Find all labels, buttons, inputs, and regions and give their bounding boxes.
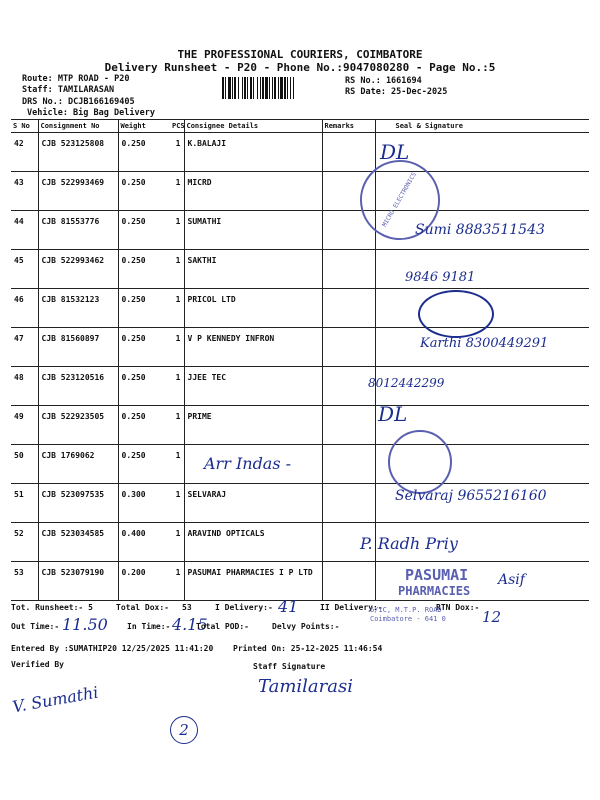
cell-sno — [11, 211, 38, 250]
cell-pcs-text: 1 — [175, 529, 181, 538]
table-row — [11, 250, 589, 289]
cell-sno — [11, 523, 38, 562]
cell-consignment-text: CJB 81553776 — [41, 217, 100, 226]
cell-consignee-text — [188, 445, 319, 451]
col-pcs: PCS — [170, 120, 184, 133]
drs-number: DRS No.: DCJB166169405 — [22, 97, 135, 107]
runsheet-subtitle: Delivery Runsheet - P20 - Phone No.:9047080280 - Page No.:5 — [104, 61, 496, 74]
cell-consignment — [38, 406, 118, 445]
table-row — [11, 367, 589, 406]
cell-pcs-text: 1 — [175, 295, 181, 304]
cell-pcs-text: 1 — [175, 412, 181, 421]
pasumai-stamp-bottom: PHARMACIES — [398, 584, 471, 598]
cell-weight-text: 0.200 — [121, 568, 146, 577]
col-sno: S No — [11, 120, 38, 133]
cell-remarks — [322, 289, 375, 328]
in-time-value: 4.15 — [172, 615, 208, 634]
cell-sno-text: 52 — [14, 529, 24, 538]
i-delivery-value: 41 — [278, 597, 299, 616]
cell-sno — [11, 328, 38, 367]
cell-pcs-text: 1 — [175, 217, 181, 226]
cell-pcs-text: 1 — [175, 373, 181, 382]
cell-consignee — [184, 289, 322, 328]
cell-sno — [11, 406, 38, 445]
sign-row-47: Karthi 8300449291 — [420, 336, 549, 351]
verified-signature: V. Sumathi — [11, 682, 100, 717]
cell-weight — [118, 250, 170, 289]
table-row — [11, 172, 589, 211]
cell-consignment-text: CJB 523034585 — [41, 529, 105, 538]
in-time-label: In Time:- — [127, 622, 171, 631]
cell-pcs-text: 1 — [175, 256, 181, 265]
table-header — [11, 120, 589, 133]
cell-weight — [118, 367, 170, 406]
cell-sno-text: 43 — [14, 178, 24, 187]
runsheet-table — [11, 119, 589, 601]
table-row — [11, 523, 589, 562]
cell-consignment-text: CJB 81532123 — [41, 295, 100, 304]
cell-weight-text: 0.250 — [121, 256, 146, 265]
cell-consignee-text: JJEE TEC — [187, 373, 227, 382]
cell-weight-text: 0.250 — [121, 178, 146, 187]
cell-consignee — [184, 484, 322, 523]
cell-weight-text: 0.250 — [121, 295, 146, 304]
cell-consignment-text: CJB 523120516 — [41, 373, 105, 382]
cell-remarks — [322, 406, 375, 445]
cell-sno — [11, 250, 38, 289]
cell-consignee — [184, 562, 322, 601]
cell-weight — [118, 562, 170, 601]
route: Route: MTP ROAD - P20 — [22, 74, 130, 84]
cell-consignee — [184, 406, 322, 445]
cell-consignee — [184, 367, 322, 406]
staff: Staff: TAMILARASAN — [22, 85, 115, 95]
cell-weight — [118, 484, 170, 523]
entered-by: Entered By :SUMATHIP20 12/25/2025 11:41:20 — [11, 644, 214, 653]
rtn-dox-value: 12 — [482, 608, 502, 626]
cell-remarks — [322, 484, 375, 523]
cell-consignee — [184, 250, 322, 289]
cell-consignment-text: CJB 1769062 — [41, 451, 95, 460]
cell-pcs-text: 1 — [175, 334, 181, 343]
table-row — [11, 406, 589, 445]
cell-pcs-text: 1 — [175, 178, 181, 187]
cell-consignment — [38, 562, 118, 601]
cell-consignment — [38, 289, 118, 328]
sign-row-49: DL — [378, 402, 408, 426]
cell-consignment — [38, 367, 118, 406]
cell-consignee-text: ARAVIND OPTICALS — [187, 529, 265, 538]
table-row — [11, 133, 589, 172]
cell-pcs-text: 1 — [175, 139, 181, 148]
cell-consignment — [38, 133, 118, 172]
cell-weight-text: 0.250 — [121, 412, 146, 421]
i-delivery-label: I Delivery:- — [215, 603, 273, 612]
staff-signature-label: Staff Signature — [253, 662, 326, 671]
cell-remarks — [322, 328, 375, 367]
cell-consignment-text: CJB 523097535 — [41, 490, 105, 499]
page-mark: 2 — [170, 716, 198, 744]
cell-sno-text: 49 — [14, 412, 24, 421]
company-title: THE PROFESSIONAL COURIERS, COIMBATORE — [177, 48, 423, 61]
cell-consignee — [184, 328, 322, 367]
cell-sno-text: 44 — [14, 217, 24, 226]
barcode-bar — [294, 77, 295, 99]
cell-pcs — [170, 250, 184, 289]
cell-consignee-text: V P KENNEDY INFRON — [187, 334, 275, 343]
total-dox-label: Total Dox:- — [116, 603, 169, 612]
sign-row-46: 9846 9181 — [405, 270, 476, 285]
cell-consignment-text: CJB 81560897 — [41, 334, 100, 343]
cell-pcs-text: 1 — [175, 451, 181, 460]
micro-stamp: MICRO ELECTRONICS — [345, 145, 454, 254]
cell-consignment — [38, 484, 118, 523]
cell-pcs — [170, 172, 184, 211]
cell-consignee — [184, 211, 322, 250]
delvy-points-label: Delvy Points:- — [272, 622, 340, 631]
cell-sno — [11, 289, 38, 328]
table-row — [11, 445, 589, 484]
rtn-dox-label: RTN Dox:- — [436, 603, 480, 612]
cell-consignment — [38, 523, 118, 562]
rs-date: RS Date: 25-Dec-2025 — [345, 87, 448, 97]
cell-sno — [11, 445, 38, 484]
cell-consignee — [184, 133, 322, 172]
cell-consignment-text: CJB 522993469 — [41, 178, 105, 187]
cell-pcs — [170, 133, 184, 172]
sign-row-51: Selvaraj 9655216160 — [395, 488, 547, 504]
cell-consignee — [184, 172, 322, 211]
cell-weight — [118, 289, 170, 328]
cell-consignment-text: CJB 522993462 — [41, 256, 105, 265]
cell-sno-text: 51 — [14, 490, 24, 499]
cell-sno — [11, 367, 38, 406]
sign-scribble-46 — [418, 290, 494, 338]
cell-sno — [11, 562, 38, 601]
total-pod-label: Total POD:- — [196, 622, 249, 631]
cell-consignee-text: K.BALAJI — [187, 139, 227, 148]
cell-weight-text: 0.300 — [121, 490, 146, 499]
cell-sno — [11, 172, 38, 211]
cell-consignment-text: CJB 523125808 — [41, 139, 105, 148]
cell-pcs — [170, 484, 184, 523]
cell-consignee — [184, 523, 322, 562]
cell-pcs — [170, 562, 184, 601]
cell-sno-text: 48 — [14, 373, 24, 382]
rs-number: RS No.: 1661694 — [345, 76, 422, 86]
cell-pcs — [170, 328, 184, 367]
cell-pcs — [170, 445, 184, 484]
cell-remarks — [322, 445, 375, 484]
cell-remarks — [322, 133, 375, 172]
cell-weight-text: 0.250 — [121, 139, 146, 148]
cell-pcs-text: 1 — [175, 490, 181, 499]
cell-consignment-text: CJB 522923505 — [41, 412, 105, 421]
cell-sno-text: 53 — [14, 568, 24, 577]
cell-consignee-text: PASUMAI PHARMACIES I P LTD — [187, 568, 313, 577]
pasumai-stamp-address: 6/1C, M.T.P. ROAD — [370, 606, 442, 614]
sign-row-42: DL — [380, 140, 410, 164]
cell-sno — [11, 133, 38, 172]
cell-weight-text: 0.250 — [121, 217, 146, 226]
cell-consignment — [38, 250, 118, 289]
cell-consignee-text: SAKTHI — [187, 256, 217, 265]
staff-signature: Tamilarasi — [258, 676, 353, 697]
cell-remarks — [322, 562, 375, 601]
cell-consignment — [38, 328, 118, 367]
cell-consignment — [38, 172, 118, 211]
cell-weight — [118, 406, 170, 445]
cell-consignment-text: CJB 523079190 — [41, 568, 105, 577]
cell-sno-text: 47 — [14, 334, 24, 343]
cell-consignee-text: SUMATHI — [187, 217, 222, 226]
col-weight: Weight — [118, 120, 170, 133]
cell-pcs — [170, 523, 184, 562]
cell-weight-text: 0.250 — [121, 451, 146, 460]
printed-on: Printed On: 25-12-2025 11:46:54 — [233, 644, 383, 653]
sign-row-52: P. Radh Priy — [360, 534, 458, 553]
pasumai-stamp-city: Coimbatore - 641 0 — [370, 615, 446, 623]
cell-weight-text: 0.400 — [121, 529, 146, 538]
pasumai-stamp-top: PASUMAI — [405, 566, 469, 584]
table-row — [11, 289, 589, 328]
out-time-value: 11.50 — [62, 615, 108, 634]
col-remarks: Remarks — [322, 120, 375, 133]
cell-pcs — [170, 211, 184, 250]
cell-pcs-text: 1 — [175, 568, 181, 577]
cell-pcs — [170, 289, 184, 328]
out-time-label: Out Time:- — [11, 622, 60, 631]
verified-by-label: Verified By — [11, 660, 64, 669]
cell-weight — [118, 172, 170, 211]
col-seal: Seal & Signature — [375, 120, 589, 133]
sign-row-44: Sumi 8883511543 — [415, 222, 545, 238]
vehicle: Vehicle: Big Bag Delivery — [27, 108, 155, 118]
col-consignment: Consignment No — [38, 120, 118, 133]
cell-consignee-text: PRICOL LTD — [187, 295, 236, 304]
cell-sno — [11, 484, 38, 523]
cell-consignee-text: MICRD — [187, 178, 212, 187]
cell-sno-text: 46 — [14, 295, 24, 304]
cell-weight — [118, 328, 170, 367]
cell-weight — [118, 133, 170, 172]
cell-consignee-text: SELVARAJ — [187, 490, 227, 499]
sign-row-53: Asif — [498, 572, 525, 588]
cell-weight-text: 0.250 — [121, 334, 146, 343]
ii-delivery-label: II Delivery:- — [320, 603, 383, 612]
cell-weight — [118, 445, 170, 484]
cell-weight — [118, 523, 170, 562]
cell-sno-text: 42 — [14, 139, 24, 148]
cell-remarks — [322, 250, 375, 289]
total-runsheet: Tot. Runsheet:- 5 — [11, 603, 93, 612]
cell-sno-text: 45 — [14, 256, 24, 265]
sign-row-50: Arr Indas - — [204, 454, 292, 473]
cell-weight-text: 0.250 — [121, 373, 146, 382]
round-stamp-50 — [388, 430, 452, 494]
cell-consignee-text: PRIME — [187, 412, 212, 421]
cell-sno-text: 50 — [14, 451, 24, 460]
cell-pcs — [170, 367, 184, 406]
cell-pcs — [170, 406, 184, 445]
total-dox-value: 53 — [182, 603, 192, 612]
cell-consignment — [38, 445, 118, 484]
cell-weight — [118, 211, 170, 250]
cell-consignment — [38, 211, 118, 250]
sign-row-48: 8012442299 — [368, 376, 445, 390]
barcode — [222, 77, 340, 99]
col-consignee: Consignee Details — [184, 120, 322, 133]
